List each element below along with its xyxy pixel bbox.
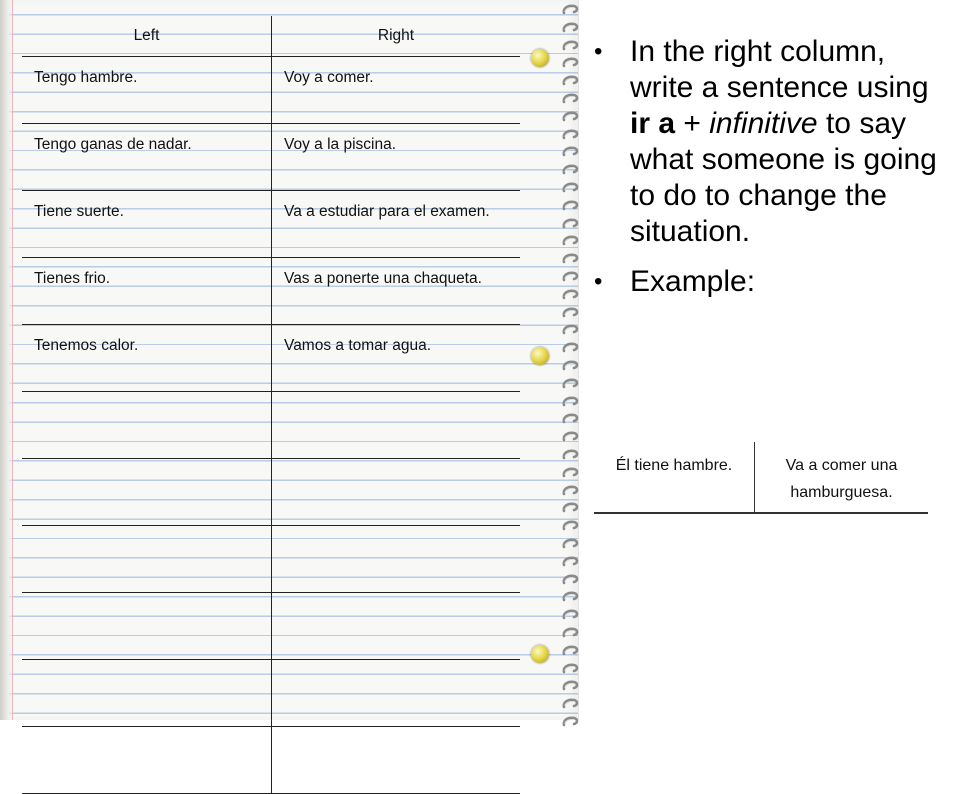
spiral-ring-icon	[562, 536, 579, 547]
worksheet-row	[22, 392, 520, 459]
spiral-ring-icon	[562, 678, 579, 689]
spiral-ring-icon	[562, 340, 579, 351]
example-table	[594, 442, 928, 514]
spiral-ring-icon	[562, 162, 579, 173]
response-cell	[272, 660, 521, 727]
response-cell: Voy a comer.	[272, 57, 521, 124]
example-response: Va a comer una hamburguesa.	[755, 442, 929, 513]
spiral-ring-icon	[562, 180, 579, 191]
formula-plus: +	[675, 107, 710, 140]
example-heading: Example:	[630, 265, 756, 298]
spiral-ring-icon	[562, 20, 579, 31]
spiral-ring-icon	[562, 322, 579, 333]
bullet-icon: •	[594, 38, 603, 65]
worksheet-header-row	[22, 16, 520, 57]
example-bullet	[592, 264, 948, 300]
response-cell: Va a estudiar para el examen.	[272, 191, 521, 258]
response-cell	[272, 459, 521, 526]
worksheet-row	[22, 459, 520, 526]
spiral-binding-icon	[548, 0, 588, 720]
spiral-ring-icon	[562, 2, 579, 13]
spiral-ring-icon	[562, 269, 579, 280]
situation-cell: Tiene suerte.	[22, 191, 272, 258]
spiral-ring-icon	[562, 625, 579, 636]
spiral-ring-icon	[562, 287, 579, 298]
spiral-ring-icon	[562, 358, 579, 369]
worksheet-row	[22, 258, 520, 325]
spiral-ring-icon	[562, 127, 579, 138]
response-cell: Vamos a tomar agua.	[272, 325, 521, 392]
worksheet-row	[22, 526, 520, 593]
instruction-bullet	[592, 34, 948, 250]
example-row	[594, 442, 928, 513]
binder-hole-icon	[531, 645, 549, 663]
response-cell: Voy a la piscina.	[272, 124, 521, 191]
spiral-ring-icon	[562, 216, 579, 227]
spiral-ring-icon	[562, 643, 579, 654]
worksheet-row	[22, 593, 520, 660]
spiral-ring-icon	[562, 429, 579, 440]
bullet-icon: •	[594, 268, 603, 295]
spiral-ring-icon	[562, 483, 579, 494]
column-header-left: Left	[22, 16, 272, 57]
situation-cell	[22, 660, 272, 727]
spiral-ring-icon	[562, 38, 579, 49]
spiral-ring-icon	[562, 661, 579, 672]
spiral-ring-icon	[562, 376, 579, 387]
spiral-ring-icon	[562, 233, 579, 244]
situation-cell: Tienes frio.	[22, 258, 272, 325]
response-cell	[272, 526, 521, 593]
response-cell: Vas a ponerte una chaqueta.	[272, 258, 521, 325]
situation-cell	[22, 593, 272, 660]
response-cell	[272, 593, 521, 660]
column-header-right: Right	[272, 16, 521, 57]
spiral-ring-icon	[562, 518, 579, 529]
instruction-text-end: to say what someone is going to do to change the situation.	[630, 107, 937, 248]
situation-cell	[22, 727, 272, 794]
spiral-ring-icon	[562, 305, 579, 316]
spiral-ring-icon	[562, 55, 579, 66]
worksheet-row	[22, 325, 520, 392]
worksheet-table	[22, 16, 520, 794]
spiral-ring-icon	[562, 607, 579, 618]
worksheet-row	[22, 124, 520, 191]
worksheet-row	[22, 57, 520, 124]
spiral-ring-icon	[562, 572, 579, 583]
worksheet-row	[22, 727, 520, 794]
spiral-ring-icon	[562, 500, 579, 511]
spiral-ring-icon	[562, 91, 579, 102]
spiral-ring-icon	[562, 198, 579, 209]
spiral-ring-icon	[562, 394, 579, 405]
example-situation: Él tiene hambre.	[594, 442, 755, 513]
situation-cell: Tengo hambre.	[22, 57, 272, 124]
spiral-ring-icon	[562, 109, 579, 120]
spiral-ring-icon	[562, 554, 579, 565]
instruction-list	[592, 34, 948, 300]
binder-hole-icon	[531, 49, 549, 67]
worksheet-row	[22, 660, 520, 727]
situation-cell	[22, 526, 272, 593]
spiral-ring-icon	[562, 73, 579, 84]
margin-line	[12, 0, 13, 720]
spiral-ring-icon	[562, 411, 579, 422]
formula-infinitive: infinitive	[709, 107, 818, 140]
situation-cell	[22, 459, 272, 526]
formula-ir-a: ir a	[630, 107, 676, 140]
situation-cell: Tenemos calor.	[22, 325, 272, 392]
spiral-ring-icon	[562, 696, 579, 707]
spiral-ring-icon	[562, 144, 579, 155]
spiral-ring-icon	[562, 447, 579, 458]
instruction-text-start: In the right column, write a sentence using	[630, 35, 929, 104]
spiral-ring-icon	[562, 251, 579, 262]
situation-cell: Tengo ganas de nadar.	[22, 124, 272, 191]
binder-hole-icon	[531, 347, 549, 365]
response-cell	[272, 392, 521, 459]
worksheet-row	[22, 191, 520, 258]
situation-cell	[22, 392, 272, 459]
spiral-ring-icon	[562, 589, 579, 600]
spiral-ring-icon	[562, 465, 579, 476]
response-cell	[272, 727, 521, 794]
